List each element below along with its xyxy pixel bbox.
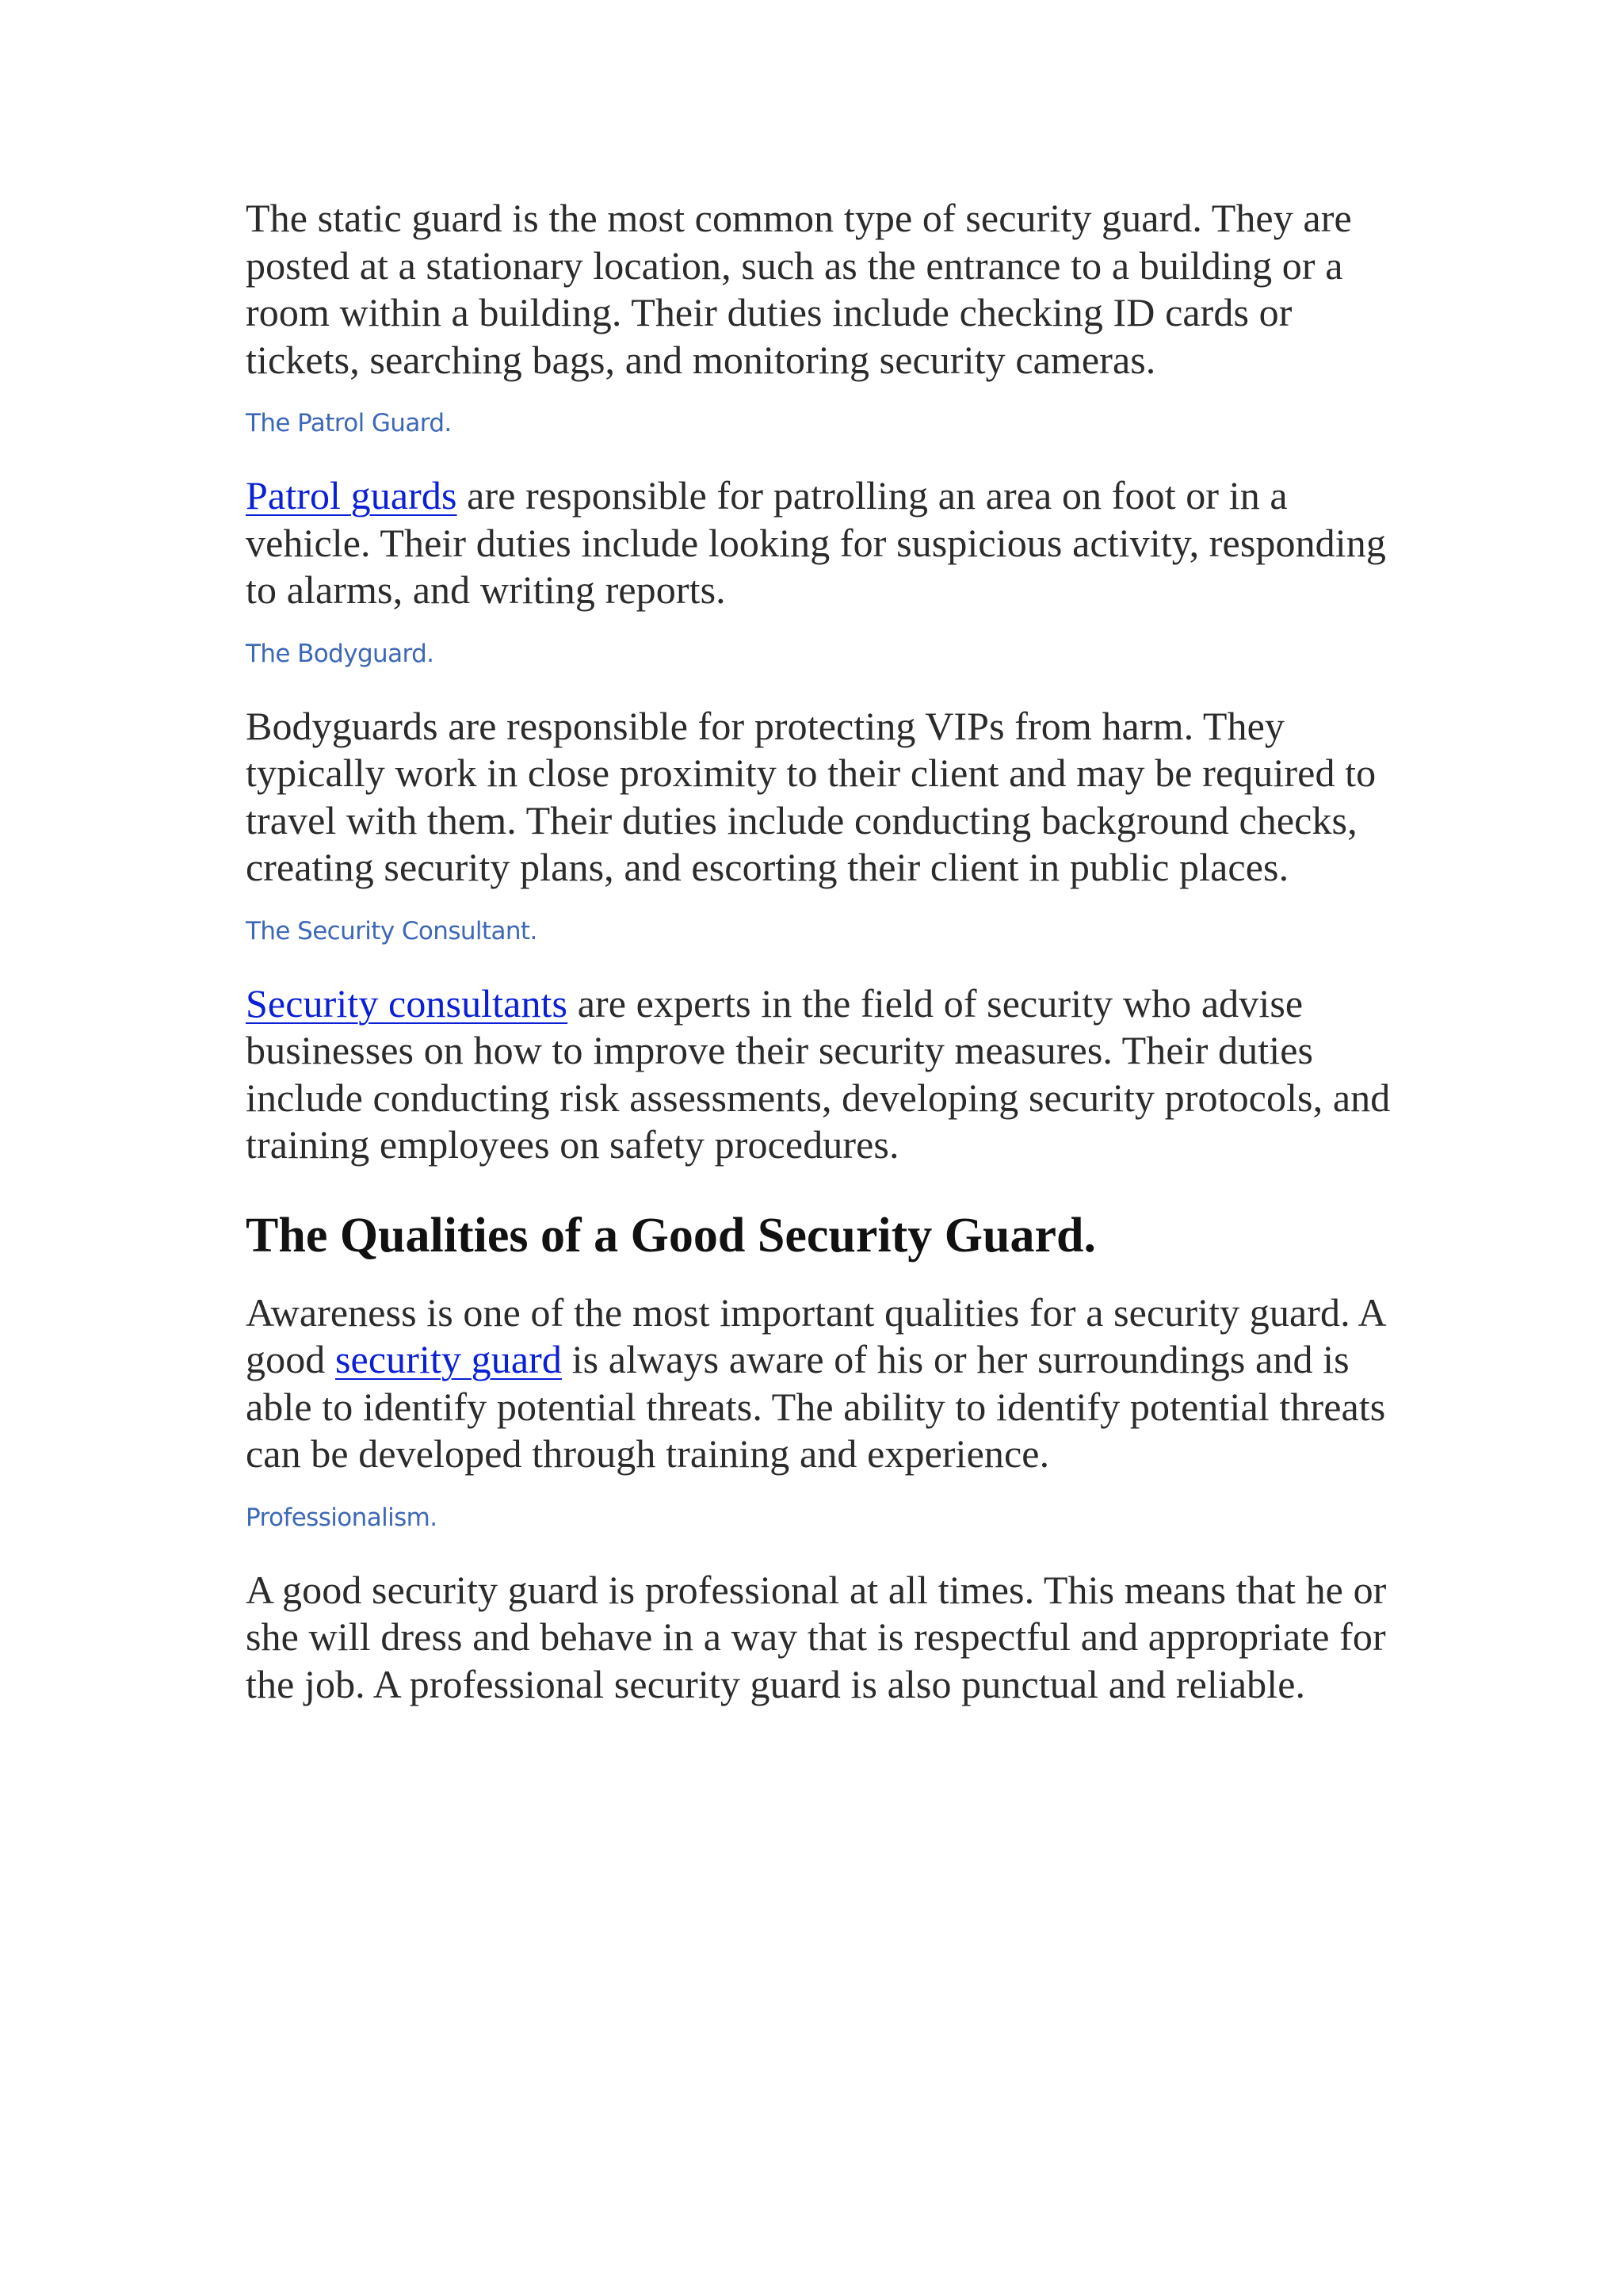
- security-guard-link[interactable]: security guard: [335, 1337, 563, 1381]
- static-guard-paragraph: The static guard is the most common type of security guard. They are posted at a stationary location, such as the entrance to a building or a room within a building. Their duties include checking ID cards or tickets, searching bags, and monitoring security cameras.: [246, 196, 1352, 382]
- awareness-text-before: Awareness is one of the most important qualities for a security guard. A good: [246, 1289, 1385, 1381]
- awareness-text-after: is always aware of his or her surroundings and is able to identify potential threats. The ability to identify potential threats can be developed through training and experience.: [246, 1337, 1386, 1476]
- professionalism-paragraph: A good security guard is professional at all times. This means that he or she will dress and behave in a way that is respectful and appropriate for the job. A professional security guard is also punctual and reliable.: [246, 1567, 1387, 1706]
- qualities-section-title: The Qualities of a Good Security Guard.: [246, 1208, 1096, 1263]
- security-consultant-heading: The Security Consultant.: [246, 916, 537, 946]
- bodyguard-paragraph: Bodyguards are responsible for protecting VIPs from harm. They typically work in close proximity to their client and may be required to travel with them. Their duties include conducting background checks, creating security plans, and escorting their client in public places.: [246, 703, 1377, 889]
- security-consultant-paragraph: [246, 980, 1411, 1169]
- awareness-paragraph: [246, 1289, 1411, 1478]
- security-consultants-link[interactable]: Security consultants: [246, 980, 568, 1026]
- document-page: [246, 195, 1411, 1708]
- patrol-guard-text: are responsible for patrolling an area on foot or in a vehicle. Their duties include looking for suspicious activity, responding to alarms, and writing reports.: [246, 473, 1386, 612]
- security-consultant-text: are experts in the field of security who advise businesses on how to improve their security measures. Their duties include conducting risk assessments, developing security protocols, and training employees on safety procedures.: [246, 980, 1391, 1167]
- professionalism-heading: Professionalism.: [246, 1503, 437, 1532]
- patrol-guard-heading: The Patrol Guard.: [246, 409, 452, 437]
- patrol-guard-paragraph: [246, 472, 1411, 614]
- patrol-guards-link[interactable]: Patrol guards: [246, 473, 457, 518]
- bodyguard-heading: The Bodyguard.: [246, 639, 434, 668]
